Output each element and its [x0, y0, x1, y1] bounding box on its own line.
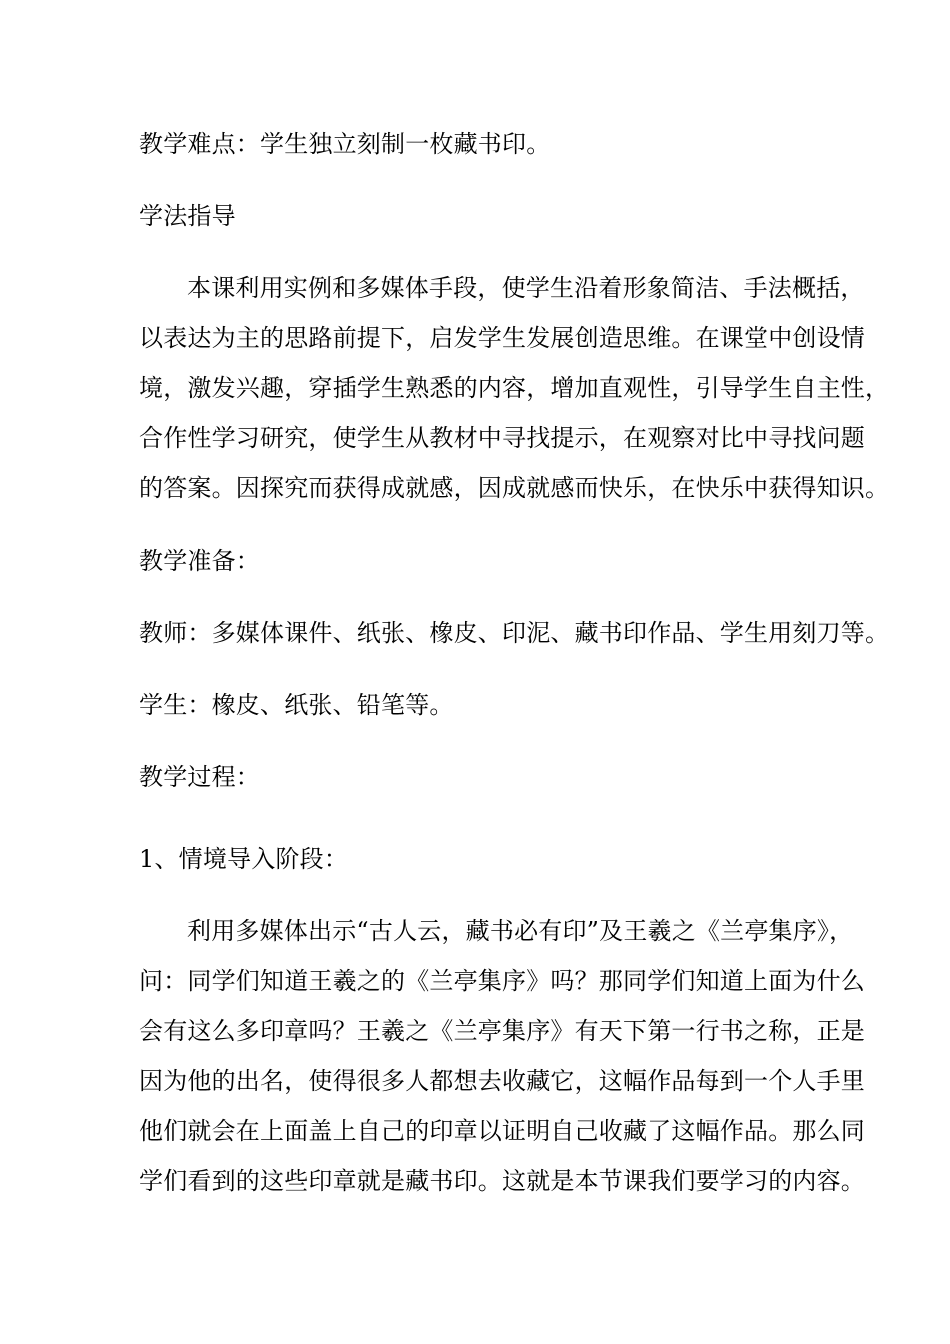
paragraph-line: 因为他的出名，使得很多人都想去收藏它，这幅作品每到一个人手里	[139, 1067, 865, 1095]
process-heading: 教学过程：	[139, 763, 260, 791]
step-one-heading: 1、情境导入阶段：	[139, 845, 349, 873]
preparation-heading: 教学准备：	[139, 547, 260, 575]
paragraph-line: 合作性学习研究，使学生从教材中寻找提示，在观察对比中寻找问题	[139, 424, 865, 452]
paragraph-line: 利用多媒体出示“古人云，藏书必有印”及王羲之《兰亭集序》，	[187, 917, 854, 945]
teacher-materials-line: 教师：多媒体课件、纸张、橡皮、印泥、藏书印作品、学生用刻刀等。	[139, 619, 890, 647]
paragraph-line: 以表达为主的思路前提下，启发学生发展创造思维。在课堂中创设情	[139, 324, 865, 352]
paragraph-line: 会有这么多印章吗？王羲之《兰亭集序》有天下第一行书之称，正是	[139, 1017, 865, 1045]
difficulty-line: 教学难点：学生独立刻制一枚藏书印。	[139, 130, 551, 158]
paragraph-line: 的答案。因探究而获得成就感，因成就感而快乐，在快乐中获得知识。	[139, 474, 890, 502]
paragraph-line: 他们就会在上面盖上自己的印章以证明自己收藏了这幅作品。那么同	[139, 1117, 865, 1145]
student-materials-line: 学生：橡皮、纸张、铅笔等。	[139, 691, 454, 719]
paragraph-line: 学们看到的这些印章就是藏书印。这就是本节课我们要学习的内容。	[139, 1167, 865, 1195]
paragraph-line: 问：同学们知道王羲之的《兰亭集序》吗？那同学们知道上面为什么	[139, 967, 865, 995]
paragraph-line: 本课利用实例和多媒体手段，使学生沿着形象简洁、手法概括，	[187, 274, 865, 302]
paragraph-line: 境，激发兴趣，穿插学生熟悉的内容，增加直观性，引导学生自主性，	[139, 374, 890, 402]
study-method-heading: 学法指导	[139, 202, 236, 230]
